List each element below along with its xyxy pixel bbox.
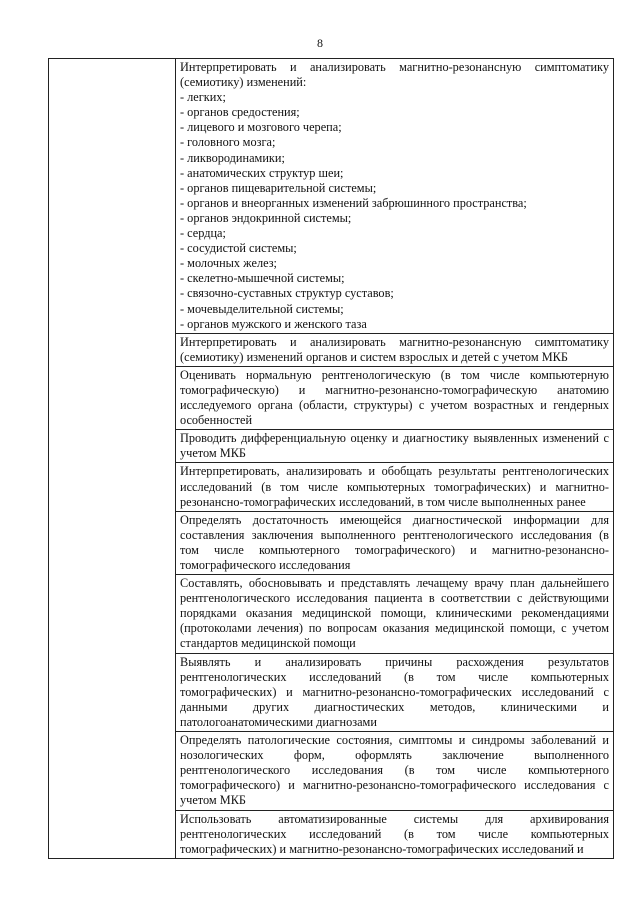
list-item: - головного мозга; [180,135,276,150]
table-cell: Определять патологические состояния, симптомы и синдромы заболеваний и нозологических форм, оформлять заключение выполненного рентгенологического исследования (в том числе компьютерного томографического) и магнитно-резонансно-томографического исследования с учетом МКБ [176,732,614,810]
table-cell: Составлять, обосновывать и представлять лечащему врачу план дальнейшего рентгенологического исследования пациента в соответствии с действующими порядками оказания медицинской помощи, клиническими рекомендациями (протоколами лечения) по вопросам оказания медицинской помощи, с учетом стандартов медицинской помощи [176,575,614,653]
list-item: - молочных желез; [180,256,277,271]
list-item: - скелетно-мышечной системы; [180,271,345,286]
list-item: - связочно-суставных структур суставов; [180,286,394,301]
list-item: - органов эндокринной системы; [180,210,352,225]
list-item: - сердца; [180,226,226,241]
list-item: - органов мужского и женского таза [180,316,367,331]
list-item: - сосудистой системы; [180,241,297,256]
list-item: - ликвородинамики; [180,150,285,165]
table-cell: Оценивать нормальную рентгенологическую (в том числе компьютерную томографическую) и магнитно-резонансно-томографическую анатомию исследуемого органа (области, структуры) с учетом возрастных и гендерных особенностей [176,366,614,429]
list-item: - органов пищеварительной системы; [180,180,377,195]
table-cell: Интерпретировать и анализировать магнитно-резонансную симптоматику (семиотику) изменений органов и систем взрослых и детей с учетом МКБ [176,333,614,366]
list-item: - лицевого и мозгового черепа; [180,120,342,135]
list-item: - органов средостения; [180,105,300,120]
table-cell [176,59,614,334]
list-item: - анатомических структур шеи; [180,165,344,180]
table-cell: Интерпретировать, анализировать и обобщать результаты рентгенологических исследований (в том числе компьютерных томографических) и магнитно-резонансно-томографических исследований, в том числе выполненных ранее [176,463,614,511]
table-row [49,59,614,334]
list-item: - легких; [180,90,226,105]
table-cell: Определять достаточность имеющейся диагностической информации для составления заключения выполненного рентгенологического исследования (в том числе компьютерного томографического) и магнитно-резонансно-томографического исследования [176,511,614,574]
left-column-cell [49,59,176,859]
cell-intro-text: Интерпретировать и анализировать магнитно-резонансную симптоматику (семиотику) изменений: [180,60,609,90]
page-number: 8 [317,36,323,50]
table-cell: Использовать автоматизированные системы для архивирования рентгенологических исследований (в том числе компьютерных томографических) и магнитно-резонансно-томографических исследований и [176,810,614,858]
table-cell: Проводить дифференциальную оценку и диагностику выявленных изменений с учетом МКБ [176,430,614,463]
list-item: - мочевыделительной системы; [180,301,344,316]
list-item: - органов и внеорганных изменений забрюшинного пространства; [180,195,527,210]
table-cell: Выявлять и анализировать причины расхождения результатов рентгенологических исследований (в том числе компьютерных томографических) и магнитно-резонансно-томографических исследований с данными других диагностических методов, клиническими и патологоанатомическими диагнозами [176,653,614,731]
competency-table [48,58,614,859]
